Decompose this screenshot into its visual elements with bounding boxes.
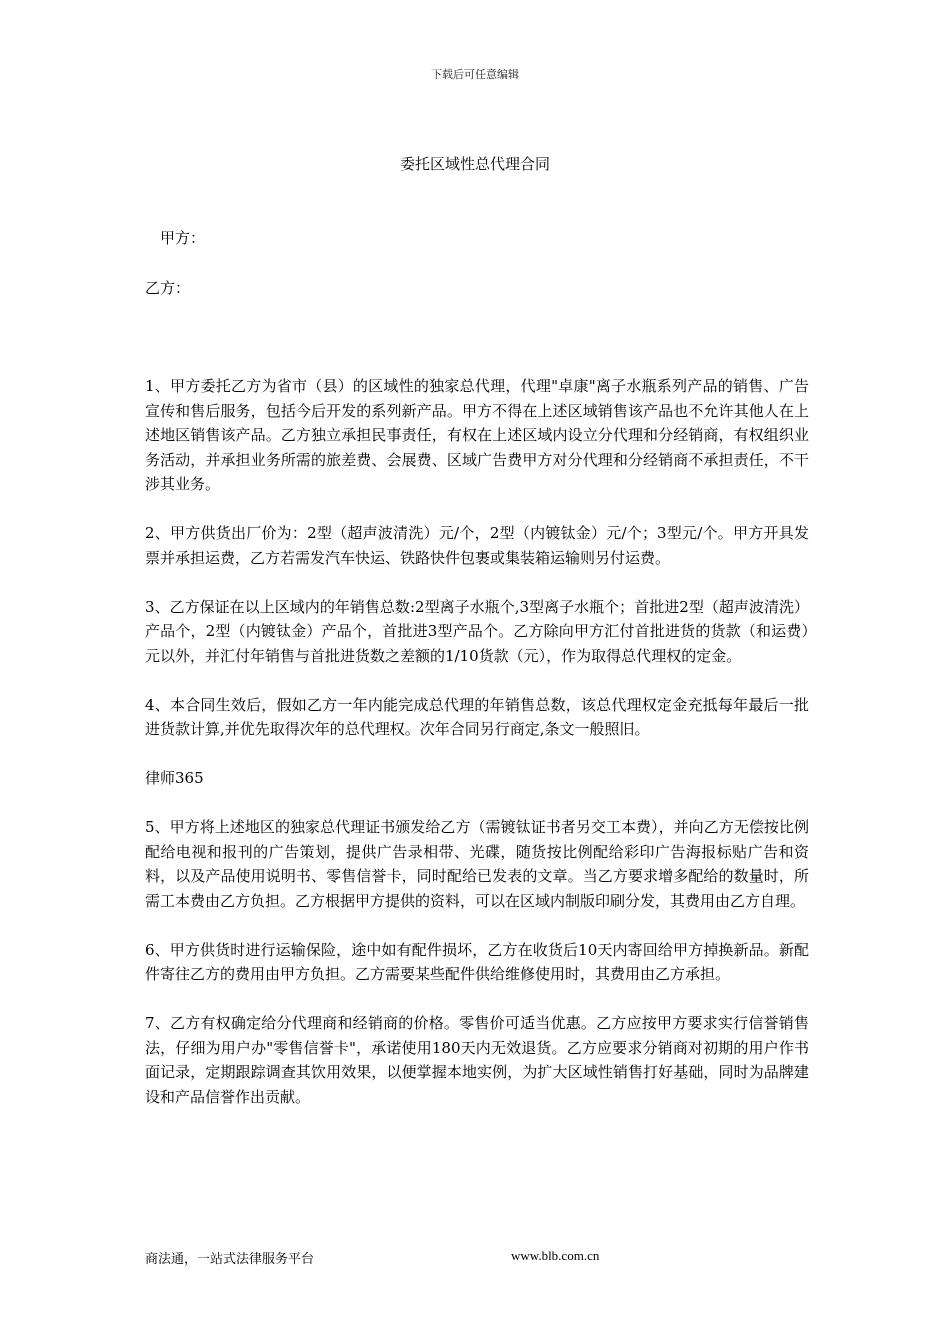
clause-4: 4、本合同生效后，假如乙方一年内能完成总代理的年销售总数，该总代理权定金充抵每年最后一批进货款计算,并优先取得次年的总代理权。次年合同另行商定,条文一般照旧。	[145, 695, 809, 738]
footer-website: www.blb.com.cn	[511, 1248, 600, 1263]
clause-5: 5、甲方将上述地区的独家总代理证书颁发给乙方（需镀钛证书者另交工本费），并向乙方无偿按比例配给电视和报刊的广告策划，提供广告录相带、光碟，随货按比例配给彩印广告海报标贴广告和资料，以及产品使用说明书、零售信誉卡，同时配给已发表的文章。当乙方要求增多配给的数量时，所需工本费由乙方负担。乙方根据甲方提供的资料，可以在区域内制版印刷分发，其费用由乙方自理。	[145, 818, 809, 910]
contract-body	[145, 374, 809, 1134]
clause-1: 1、甲方委托乙方为省市（县）的区域性的独家总代理，代理"卓康"离子水瓶系列产品的销售、广告宣传和售后服务，包括今后开发的系列新产品。甲方不得在上述区域销售该产品也不允许其他人在上述地区销售该产品。乙方独立承担民事责任，有权在上述区域内设立分代理和分经销商，有权组织业务活动，并承担业务所需的旅差费、会展费、区域广告费甲方对分代理和分经销商不承担责任，不干涉其业务。	[145, 377, 809, 493]
clause-2: 2、甲方供货出厂价为：2型（超声波清洗）元/个，2型（内镀钛金）元/个；3型元/个。甲方开具发票并承担运费，乙方若需发汽车快运、铁路快件包裹或集装箱运输则另付运费。	[145, 524, 809, 567]
footer-platform-name: 商法通，一站式法律服务平台	[145, 1252, 315, 1267]
document-title: 委托区域性总代理合同	[399, 155, 550, 173]
clause-7: 7、乙方有权确定给分代理商和经销商的价格。零售价可适当优惠。乙方应按甲方要求实行信誉销售法，仔细为用户办"零售信誉卡"，承诺使用180天内无效退货。乙方应要求分销商对初期的用户作书面记录，定期跟踪调查其饮用效果，以便掌握本地实例，为扩大区域性销售打好基础，同时为品牌建设和产品信誉作出贡献。	[145, 1014, 809, 1106]
source-note: 律师365	[145, 769, 204, 787]
clause-6: 6、甲方供货时进行运输保险，途中如有配件损坏，乙方在收货后10天内寄回给甲方掉换新品。新配件寄往乙方的费用由甲方负担。乙方需要某些配件供给维修使用时，其费用由乙方承担。	[145, 940, 809, 983]
party-b-label: 乙方：	[145, 279, 191, 297]
clause-3: 3、乙方保证在以上区域内的年销售总数:2型离子水瓶个,3型离子水瓶个；首批进2型（超声波清洗）产品个，2型（内镀钛金）产品个，首批进3型产品个。乙方除向甲方汇付首批进货的货款（和运费）元以外，并汇付年销售与首批进货数之差额的1/10货款（元），作为取得总代理权的定金。	[145, 597, 809, 665]
header-note: 下载后可任意编辑	[431, 68, 519, 81]
party-a-label: 甲方：	[160, 229, 206, 247]
